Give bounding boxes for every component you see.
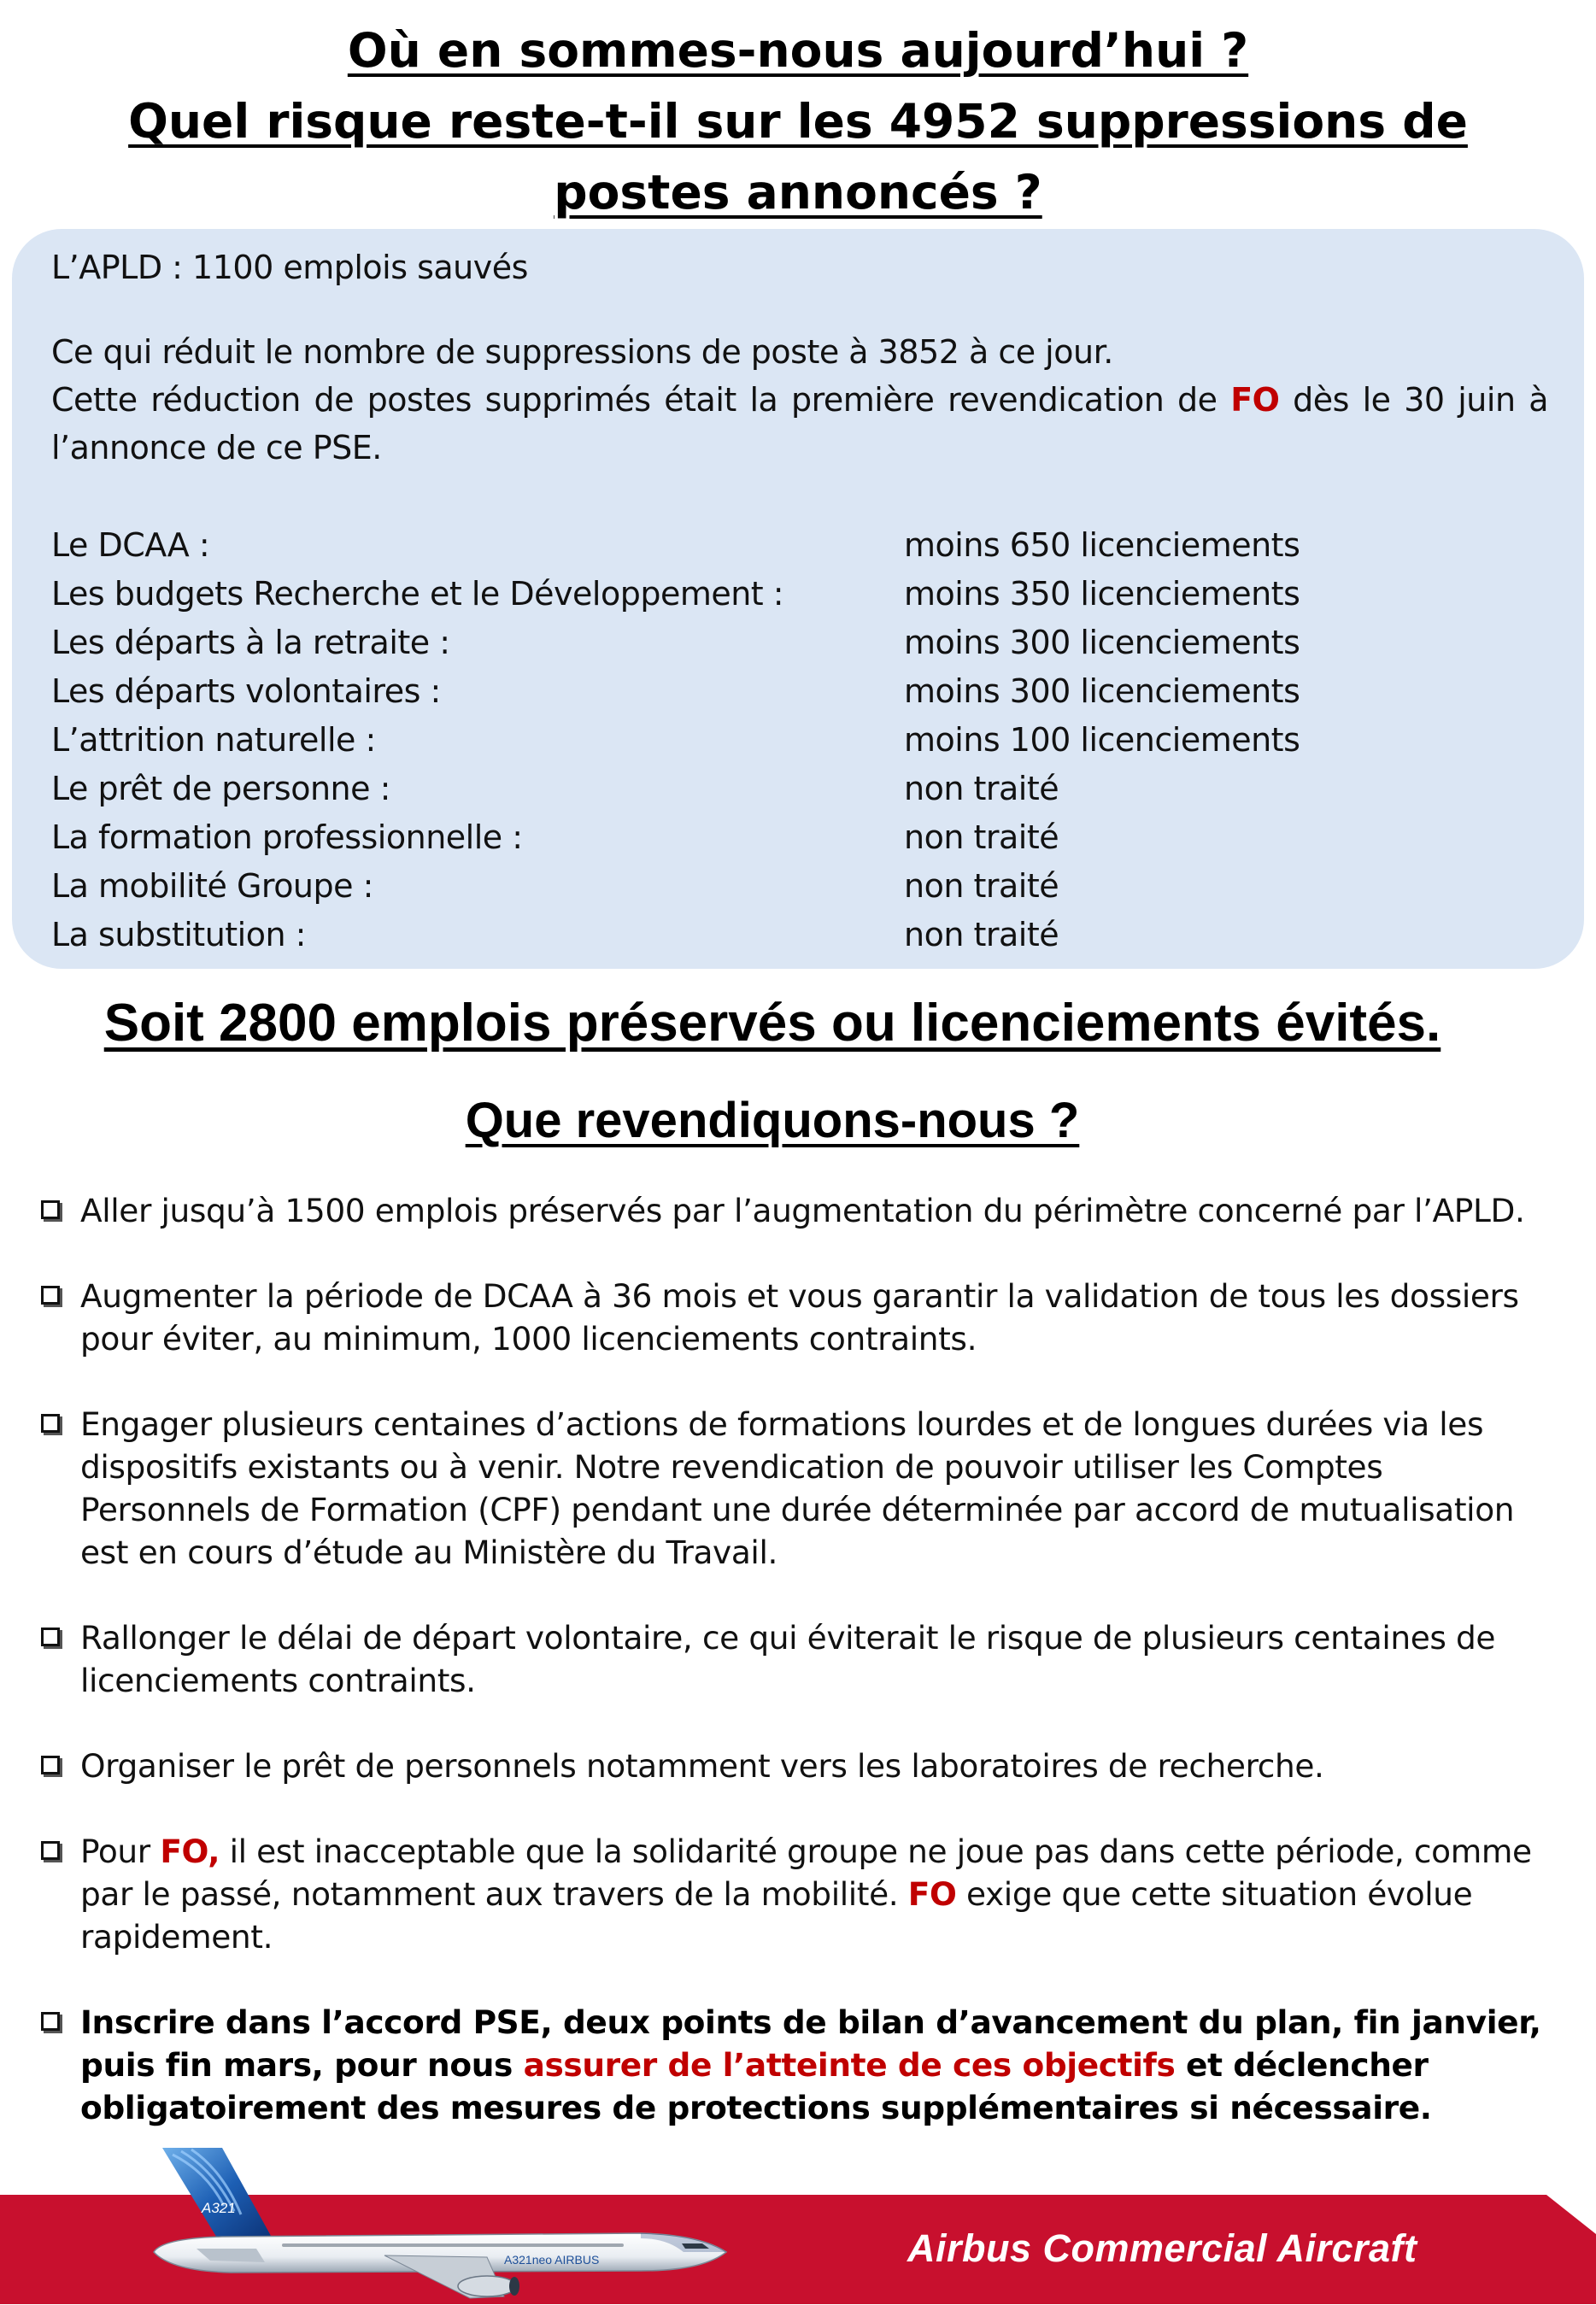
list-item: Engager plusieurs centaines d’actions de formations lourdes et de longues durées via les dispositifs existants ou à venir. Notre revendication de pouvoir utiliser les Comptes Personnels de Formation (CPF) pendant une durée déterminée par accord de mutualisation est en cours d’étude au Ministère du Travail. xyxy=(41,1403,1545,1574)
measure-label: La substitution : xyxy=(51,916,306,953)
checkbox-bullet-icon xyxy=(41,2012,60,2031)
fo-label: FO xyxy=(1230,381,1280,419)
measure-label: Les départs volontaires : xyxy=(51,672,441,710)
list-item: Pour FO, il est inacceptable que la solidarité groupe ne joue pas dans cette période, comme par le passé, notamment aux travers de la mobilité. FO exige que cette situation évolue rapidement. xyxy=(41,1830,1545,1958)
list-item: Augmenter la période de DCAA à 36 mois et vous garantir la validation de tous les dossiers pour éviter, au minimum, 1000 licenciements contraints. xyxy=(41,1275,1545,1360)
measure-value: moins 100 licenciements xyxy=(904,721,1300,759)
claims-list xyxy=(41,1189,1545,2172)
measure-value: moins 300 licenciements xyxy=(904,672,1300,710)
checkbox-bullet-icon xyxy=(41,1756,60,1774)
title-line-3: postes annoncés ? xyxy=(554,165,1042,220)
measure-label: La mobilité Groupe : xyxy=(51,867,373,905)
measure-row xyxy=(51,911,1504,959)
measure-row xyxy=(51,716,1504,765)
measure-value: non traité xyxy=(904,867,1059,905)
svg-text:A321: A321 xyxy=(202,2200,236,2216)
summary-heading: Soit 2800 emplois préservés ou licenciements évités. xyxy=(103,994,1441,1053)
measure-row xyxy=(51,619,1504,667)
checkbox-bullet-icon xyxy=(41,1286,60,1305)
title-line-1: Où en sommes-nous aujourd’hui ? xyxy=(347,23,1249,78)
page-title xyxy=(0,15,1596,228)
reduction-sentence-2: Cette réduction de postes supprimés était la première revendication de FO dès le 30 juin à l’annonce de ce PSE. xyxy=(51,381,1548,466)
measure-value: moins 650 licenciements xyxy=(904,526,1300,564)
measure-row xyxy=(51,570,1504,619)
measures-list xyxy=(51,521,1504,959)
measure-label: Les budgets Recherche et le Développement : xyxy=(51,575,784,613)
measure-row xyxy=(51,813,1504,862)
checkbox-bullet-icon xyxy=(41,1628,60,1646)
list-item: Organiser le prêt de personnels notamment vers les laboratoires de recherche. xyxy=(41,1745,1545,1787)
title-line-2: Quel risque reste-t-il sur les 4952 suppressions de xyxy=(128,94,1468,149)
measure-value: non traité xyxy=(904,818,1059,856)
measure-value: non traité xyxy=(904,770,1059,807)
measure-value: moins 300 licenciements xyxy=(904,624,1300,661)
checkbox-bullet-icon xyxy=(41,1200,60,1219)
measure-row xyxy=(51,862,1504,911)
svg-text:A321neo AIRBUS: A321neo AIRBUS xyxy=(504,2253,600,2267)
list-item: Inscrire dans l’accord PSE, deux points de bilan d’avancement du plan, fin janvier, puis fin mars, pour nous assurer de l’atteinte de ces objectifs et déclencher obligatoirement des mesures de protections supplémentaires si nécessaire. xyxy=(41,2001,1545,2129)
apld-line: L’APLD : 1100 emplois sauvés xyxy=(51,249,528,286)
measure-label: La formation professionnelle : xyxy=(51,818,523,856)
airplane-logo xyxy=(128,2143,743,2305)
measure-label: Le DCAA : xyxy=(51,526,210,564)
reduction-sentence-1: Ce qui réduit le nombre de suppressions de poste à 3852 à ce jour. xyxy=(51,333,1113,371)
measure-value: moins 350 licenciements xyxy=(904,575,1300,613)
measure-label: Les départs à la retraite : xyxy=(51,624,450,661)
measure-label: L’attrition naturelle : xyxy=(51,721,376,759)
list-item: Rallonger le délai de départ volontaire, ce qui éviterait le risque de plusieurs centaines de licenciements contraints. xyxy=(41,1616,1545,1702)
measure-label: Le prêt de personne : xyxy=(51,770,390,807)
measure-row xyxy=(51,521,1504,570)
claims-heading: Que revendiquons-nous ? xyxy=(465,1093,1080,1148)
checkbox-bullet-icon xyxy=(41,1841,60,1860)
footer-label: Airbus Commercial Aircraft xyxy=(907,2226,1417,2270)
measure-value: non traité xyxy=(904,916,1059,953)
reduction-text xyxy=(51,328,1548,472)
fo-label: FO, xyxy=(160,1833,220,1870)
measure-row xyxy=(51,667,1504,716)
fo-label: FO xyxy=(907,1875,957,1913)
list-item: Aller jusqu’à 1500 emplois préservés par l’augmentation du périmètre concerné par l’APLD. xyxy=(41,1189,1545,1232)
measure-row xyxy=(51,765,1504,813)
checkbox-bullet-icon xyxy=(41,1414,60,1433)
highlight-text: assurer de l’atteinte de ces objectifs xyxy=(523,2046,1176,2084)
